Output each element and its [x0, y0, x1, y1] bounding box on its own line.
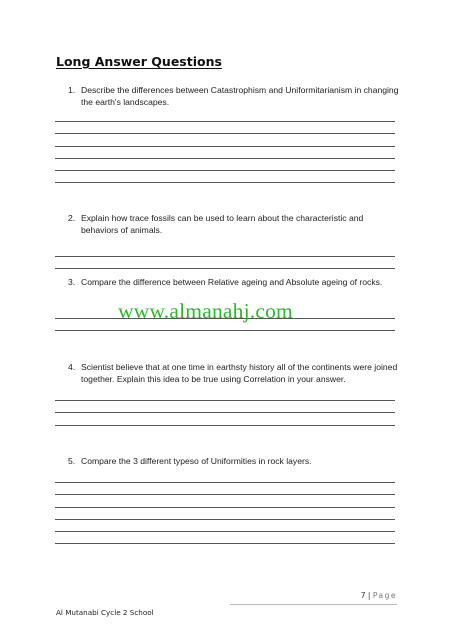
- question-number: 4.: [68, 362, 76, 372]
- question-text: Explain how trace fossils can be used to learn about the characteristic and behaviors of animals.: [81, 213, 364, 235]
- answer-line[interactable]: [55, 159, 395, 171]
- answer-line[interactable]: [55, 147, 395, 159]
- question-number: 2.: [68, 213, 76, 223]
- question-text: Compare the difference between Relative ageing and Absolute ageing of rocks.: [81, 277, 383, 287]
- answer-lines-4: [55, 389, 395, 426]
- school-name: Al Mutanabi Cycle 2 School: [56, 608, 154, 617]
- question-number: 3.: [68, 277, 76, 287]
- answer-line[interactable]: [55, 508, 395, 520]
- question-text: Describe the differences between Catastrophism and Uniformitarianism in changing the earth's landscapes.: [81, 85, 399, 107]
- answer-lines-5: [55, 471, 395, 544]
- watermark-url: www.almanahj.com: [118, 299, 293, 323]
- answer-line[interactable]: [55, 122, 395, 134]
- answer-lines-2: [55, 245, 395, 269]
- answer-line[interactable]: [55, 245, 395, 257]
- footer-divider: [230, 604, 397, 605]
- page-number-value: 7: [360, 591, 366, 600]
- answer-line[interactable]: [55, 483, 395, 495]
- page-number: [361, 591, 397, 600]
- answer-line[interactable]: [55, 495, 395, 507]
- answer-lines-1: [55, 110, 395, 183]
- answer-line[interactable]: [55, 401, 395, 413]
- answer-line[interactable]: [55, 520, 395, 532]
- answer-line[interactable]: [55, 413, 395, 425]
- answer-line[interactable]: [55, 532, 395, 544]
- page-word: Page: [372, 591, 397, 600]
- answer-line[interactable]: [55, 471, 395, 483]
- question-number: 1.: [68, 85, 76, 95]
- question-number: 5.: [68, 456, 76, 466]
- answer-line[interactable]: [55, 171, 395, 183]
- answer-line[interactable]: [55, 257, 395, 269]
- section-title: Long Answer Questions: [56, 54, 222, 69]
- answer-line[interactable]: [55, 110, 395, 122]
- answer-line[interactable]: [55, 134, 395, 146]
- answer-line[interactable]: [55, 389, 395, 401]
- page-separator: |: [367, 591, 371, 600]
- question-text: Scientist believe that at one time in earthsty history all of the continents were joined together. Explain this idea to be true using Correlation in your answer.: [81, 362, 398, 384]
- question-text: Compare the 3 different typeso of Uniformities in rock layers.: [81, 456, 312, 466]
